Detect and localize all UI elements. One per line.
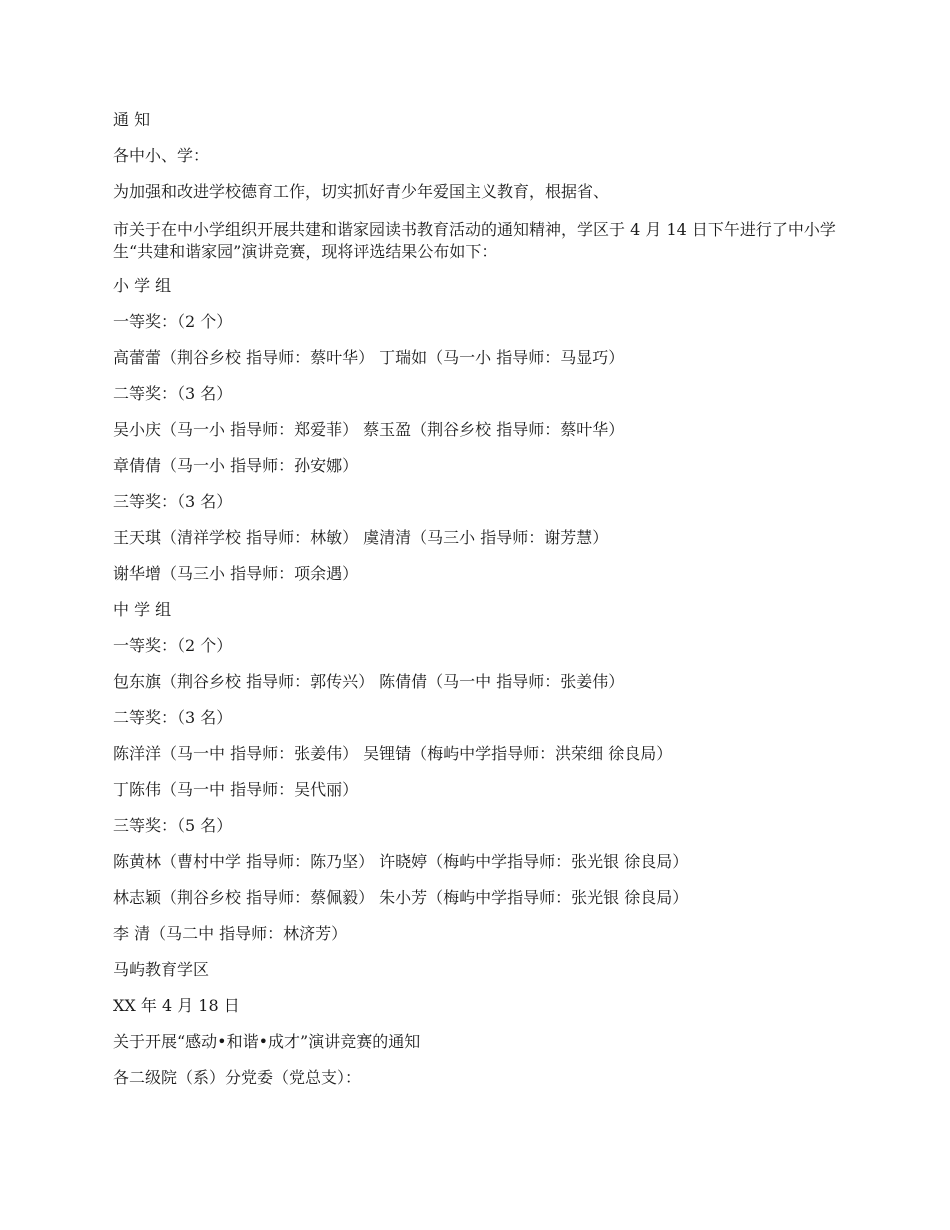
body-paragraph-1: 为加强和改进学校德育工作，切实抓好青少年爱国主义教育，根据省、 — [113, 182, 610, 201]
issuer: 马屿教育学区 — [113, 960, 210, 979]
salutation: 各中小、学： — [113, 146, 210, 165]
notice-title: 通 知 — [113, 110, 151, 129]
award-heading: 二等奖：（3 名） — [113, 384, 233, 403]
award-winners: 吴小庆（马一小 指导师：郑爱菲） 蔡玉盈（荆谷乡校 指导师：蔡叶华） — [113, 420, 625, 439]
second-salutation: 各二级院（系）分党委（党总支）： — [113, 1068, 362, 1087]
award-winners: 陈黄林（曹村中学 指导师：陈乃坚） 许晓婷（梅屿中学指导师：张光银 徐良局） — [113, 852, 689, 871]
award-winners: 陈洋洋（马一中 指导师：张姜伟） 吴锂锖（梅屿中学指导师：洪荣细 徐良局） — [113, 744, 673, 763]
award-heading: 一等奖：（2 个） — [113, 312, 233, 331]
body-paragraph-2: 市关于在中小学组织开展共建和谐家园读书教育活动的通知精神，学区于 4 月 14 日下午进行了中小学生“共建和谐家园”演讲竞赛，现将评选结果公布如下： — [113, 220, 836, 261]
award-winners: 王天琪（清祥学校 指导师：林敏） 虞清清（马三小 指导师：谢芳慧） — [113, 528, 609, 547]
award-winners: 丁陈伟（马一中 指导师：吴代丽） — [113, 780, 359, 799]
award-winners: 章倩倩（马一小 指导师：孙安娜） — [113, 456, 359, 475]
award-winners: 高蕾蕾（荆谷乡校 指导师：蔡叶华） 丁瑞如（马一小 指导师：马显巧） — [113, 348, 625, 367]
award-heading: 三等奖：（5 名） — [113, 816, 233, 835]
document-page — [113, 111, 843, 1105]
award-winners: 林志颖（荆谷乡校 指导师：蔡佩毅） 朱小芳（梅屿中学指导师：张光银 徐良局） — [113, 888, 689, 907]
award-winners: 李 清（马二中 指导师：林济芳） — [113, 924, 348, 943]
issue-date: XX 年 4 月 18 日 — [113, 996, 240, 1015]
second-notice-title: 关于开展“感动•和谐•成才”演讲竞赛的通知 — [113, 1032, 421, 1051]
award-heading: 一等奖：（2 个） — [113, 636, 233, 655]
section-heading-middle: 中 学 组 — [113, 600, 172, 619]
award-heading: 三等奖：（3 名） — [113, 492, 233, 511]
award-winners: 谢华增（马三小 指导师：项余遇） — [113, 564, 359, 583]
award-winners: 包东旗（荆谷乡校 指导师：郭传兴） 陈倩倩（马一中 指导师：张姜伟） — [113, 672, 625, 691]
section-heading-primary: 小 学 组 — [113, 276, 172, 295]
award-heading: 二等奖：（3 名） — [113, 708, 233, 727]
